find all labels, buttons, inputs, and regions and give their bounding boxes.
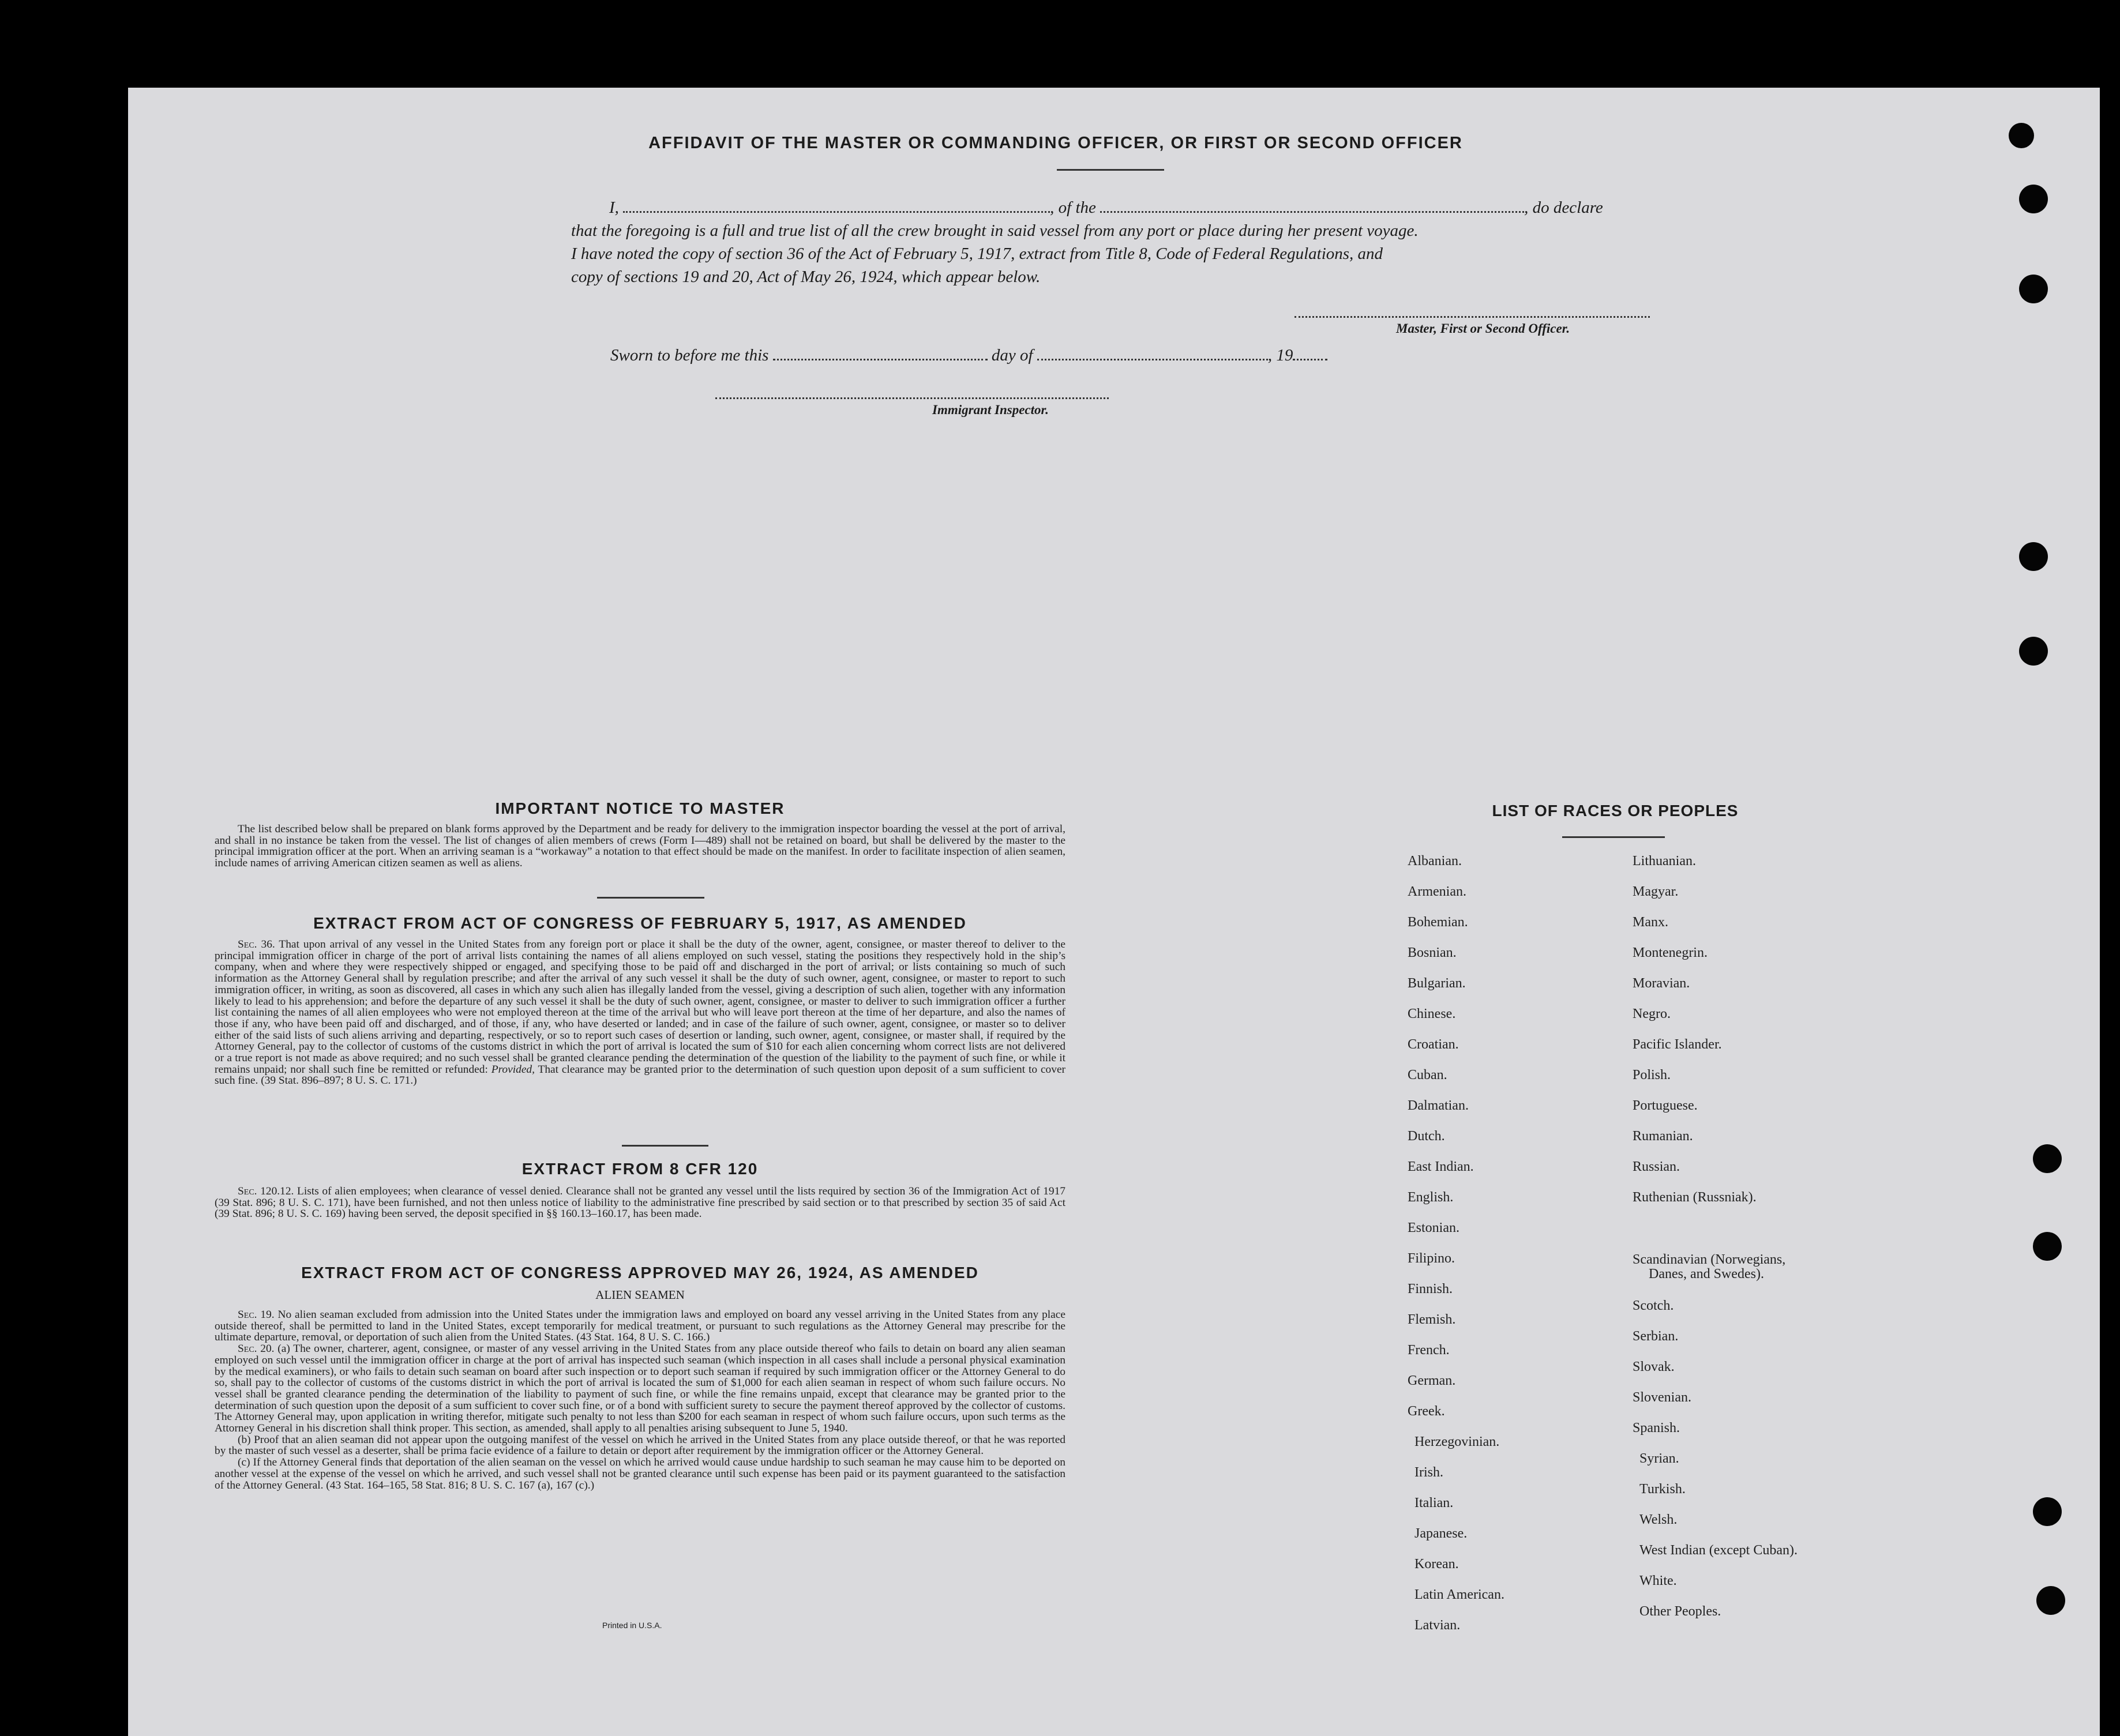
race-item: Dalmatian. [1408,1098,1469,1113]
sworn-prefix: Sworn to before me this [610,346,769,365]
race-item: Montenegrin. [1633,945,1708,960]
section-19-label: Sec. 19. [238,1309,275,1321]
signature-label: Master, First or Second Officer. [1396,321,1570,336]
race-item: German. [1408,1373,1456,1388]
punch-hole [2033,1144,2062,1173]
section-36-end: That clearance may be granted prior to the determination of such question upon deposit of a sum sufficient to cover such fine. (39 Stat. 896–897; 8 U. S. C. 171.) [215,1063,1066,1087]
race-item: Pacific Islander. [1633,1037,1722,1052]
sworn-month-blank[interactable] [1037,359,1268,360]
race-item: Croatian. [1408,1037,1459,1052]
race-item: West Indian (except Cuban). [1639,1543,1798,1558]
race-item: Dutch. [1408,1129,1445,1144]
punch-hole [2033,1497,2062,1526]
race-item: Slovak. [1633,1359,1675,1374]
race-item: East Indian. [1408,1159,1474,1174]
declaration-line-1 [571,196,1650,219]
race-item: Spanish. [1633,1421,1680,1436]
section-36-text [215,939,1065,1087]
race-item: Flemish. [1408,1312,1456,1327]
section-20-label: Sec. 20. [238,1343,275,1355]
section-36-label: Sec. 36. [238,938,275,950]
race-item: Finnish. [1408,1282,1453,1297]
race-item: Negro. [1633,1006,1671,1021]
punch-hole [2019,185,2048,213]
race-item: Portuguese. [1633,1098,1698,1113]
race-item: Danes, and Swedes). [1649,1267,1764,1282]
declaration-line-2: that the foregoing is a full and true list of all the crew brought in said vessel from any port or place during her present voyage. [571,221,1419,240]
race-item: Serbian. [1633,1329,1679,1344]
race-item: Ruthenian (Russniak). [1633,1190,1757,1205]
sworn-date-blank[interactable] [773,359,988,360]
race-item: Armenian. [1408,884,1466,899]
race-item: Turkish. [1639,1482,1686,1497]
race-item: Greek. [1408,1404,1445,1419]
race-item: Lithuanian. [1633,854,1696,869]
section-36-body: That upon arrival of any vessel in the United States from any foreign port or place it shall be the duty of the owner, agent, consignee, or master thereof to deliver to the principal immigration officer in charge of the port of arrival lists containing the names of all aliens employed on such vessel, stating the positions they respectively hold in the ship’s company, when and where they were respectively shipped or engaged, and specifying those to be paid off and discharged in the port of arrival; or lists containing so much of such information as the Attorney General shall by regulation prescribe; and after the arrival of any such vessel it shall be the duty of such owner, agent, consignee, or master to report to such immigration officer, in writing, as soon as discovered, all cases in which any such alien has illegally landed from the vessel, giving a description of such alien, together with any information likely to lead to his apprehension; and before the departure of any such vessel it shall be the duty of such owner, agent, consignee, or master to deliver to such immigration officer a further list containing the names of all alien employees who were not employed thereon at the time of the arrival but who will leave port thereon at the time of her departure, and also the names of those if any, who have been paid off and discharged, and of those, if any, who have deserted or landed; and in case of the failure of such owner, agent, consignee, or master so to deliver either of the said lists of such aliens arriving and departing, respectively, or so to report such cases of desertion or landing, such owner, agent, consignee, or master shall, if required by the Attorney General, pay to the collector of customs of the customs district in which the port of arrival is located the sum of $10 for each alien concerning whom correct lists are not delivered or a true report is not made as above required; and no such vessel shall be granted clearance pending the determination of the question of the liability to the payment of such fine, or while it remains unpaid; nor shall such fine be remitted or refunded: [215,938,1065,1076]
race-item: White. [1639,1573,1677,1588]
divider [597,897,704,899]
race-item: Filipino. [1408,1251,1455,1266]
race-item: Korean. [1414,1557,1459,1572]
punch-hole [2019,275,2048,303]
declaration-line-4: copy of sections 19 and 20, Act of May 26, 1924, which appear below. [571,268,1041,286]
cfr-section-label: Sec. 120.12. [238,1185,294,1197]
section-20b-body: (b) Proof that an alien seaman did not appear upon the outgoing manifest of the vessel on which he arrived in the United States from any place outside thereof, or that he was reported by the master of such vessel as a deserter, shall be prima facie evidence of a failure to detain or deport after requirement by the immigration officer or the Attorney General. [215,1433,1065,1457]
section-19-body: No alien seaman excluded from admission into the United States under the immigration laws and employed on board any vessel arriving in the United States from any place outside thereof, shall be permitted to land in the United States, except temporarily for medical treatment, or pursuant to such regulations as the Attorney General may prescribe for the ultimate departure, removal, or deportation of such alien from the United States. (43 Stat. 164, 8 U. S. C. 166.) [215,1309,1066,1344]
section-20-body: (a) The owner, charterer, agent, consignee, or master of any vessel arriving in the United States from any place outside thereof who fails to detain on board any alien seaman employed on such vessel until the immigration officer in charge at the port of arrival has inspected such seaman (which inspection in all cases shall include a personal physical examination by the medical examiners), or who fails to detain such seaman on board after such inspection or to deport such seaman if required by such immigration officer or the Attorney General to do so, shall pay to the collector of customs of the customs district in which the port of arrival is located the sum of $1,000 for each alien seaman in respect of whom such failure occurs. No vessel shall be granted clearance pending the determination of the liability to payment of such fine, or while the fine remains unpaid, except that clearance may be granted prior to the determination of such question upon the deposit of a sum sufficient to cover such fine, or of a bond with sufficient surety to secure the payment thereof approved by the collector of customs. The Attorney General may, upon application in writing therefor, mitigate such penalty to not less than $200 for each seaman in respect of whom such failure occurs, upon such terms as the Attorney General in his discretion shall think proper. This section, as amended, shall apply to all penalties arising subsequent to June 5, 1940. [215,1343,1066,1435]
sworn-line [610,346,1327,365]
race-item: English. [1408,1190,1454,1205]
declaration-line-3: I have noted the copy of section 36 of the Act of February 5, 1917, extract from Title 8, Code of Federal Regulations, and [571,245,1383,263]
race-item: Slovenian. [1633,1390,1691,1405]
race-item: French. [1408,1343,1450,1358]
race-item: Italian. [1414,1495,1454,1510]
cfr-section-body: Lists of alien employees; when clearance of vessel denied. Clearance shall not be granted any vessel until the lists required by section 36 of the Immigration Act of 1917 (39 Stat. 896; 8 U. S. C. 171), have been furnished, and not then unless notice of liability to the administrative fine prescribed by said section or to that prescribed by section 35 of said Act (39 Stat. 896; 8 U. S. C. 169) having been served, the deposit specified in §§ 160.13–160.17, has been made. [215,1185,1065,1220]
notice-title: IMPORTANT NOTICE TO MASTER [495,799,785,817]
punch-hole [2036,1586,2065,1615]
alien-seamen-subtitle: ALIEN SEAMEN [595,1288,685,1302]
sworn-year-label: , 19 [1267,346,1293,365]
race-item: Latin American. [1414,1587,1504,1602]
race-item: Polish. [1633,1068,1671,1083]
race-item: Rumanian. [1633,1129,1693,1144]
vessel-blank[interactable] [1100,211,1524,213]
race-item: Albanian. [1408,854,1462,869]
sworn-day-label: day of [991,346,1033,365]
race-item: Estonian. [1408,1220,1459,1235]
race-item: Moravian. [1633,976,1690,991]
race-item: Magyar. [1633,884,1679,899]
signature-line[interactable] [1294,316,1650,318]
section-20c-body: (c) If the Attorney General finds that deportation of the alien seaman on the vessel on which he arrived would cause undue hardship to such seaman he may cause him to be deported on another vessel at the expense of the vessel on which he arrived, and such vessel shall not be granted clearance until such expense has been paid or its payment guaranteed to the satisfaction of the Attorney General. (43 Stat. 164–165, 58 Stat. 816; 8 U. S. C. 167 (a), 167 (c).) [215,1456,1065,1491]
sworn-year-blank[interactable] [1293,359,1327,360]
notice-paragraph: The list described below shall be prepared on blank forms approved by the Department and be ready for delivery to the immigration inspector boarding the vessel at the port of arrival, and shall in no instance be taken from the vessel. The list of changes of alien members of crews (Form I—489) shall not be retained on board, but shall be delivered by the master to the principal immigration officer at the port. When an arriving seaman is a “workaway” a notation to that effect should be made on the manifest. In order to facilitate inspection of alien seamen, include names of arriving American citizen seamen as well as aliens. [215,823,1065,870]
race-item: Bosnian. [1408,945,1457,960]
race-item: Other Peoples. [1639,1604,1721,1619]
race-item: Syrian. [1639,1451,1679,1466]
divider [1057,169,1164,171]
printed-in-usa: Printed in U.S.A. [602,1621,662,1630]
race-item: Russian. [1633,1159,1680,1174]
name-blank[interactable] [623,211,1050,213]
race-item: Scandinavian (Norwegians, [1633,1252,1786,1267]
extract-1917-title: EXTRACT FROM ACT OF CONGRESS OF FEBRUARY 5, 1917, AS AMENDED [313,914,967,932]
provided-word: Provided, [491,1063,535,1076]
notice-text [215,824,1065,869]
punch-hole [2033,1232,2062,1261]
race-item: Irish. [1414,1465,1443,1480]
race-item: Welsh. [1639,1512,1678,1527]
declaration-i: I, [609,198,619,217]
cfr-title: EXTRACT FROM 8 CFR 120 [521,1160,759,1178]
inspector-label: Immigrant Inspector. [932,403,1049,417]
race-item: Manx. [1633,915,1668,930]
cfr-text [215,1186,1065,1220]
race-item: Bulgarian. [1408,976,1466,991]
punch-hole [2019,542,2048,571]
divider [622,1145,708,1147]
race-item: Cuban. [1408,1068,1447,1083]
affidavit-declaration [571,196,1650,288]
race-item: Japanese. [1414,1526,1468,1541]
punch-hole [2019,637,2048,666]
races-title: LIST OF RACES OR PEOPLES [1492,802,1739,820]
punch-hole [2009,123,2034,148]
race-item: Latvian. [1414,1618,1461,1633]
extract-1924-title: EXTRACT FROM ACT OF CONGRESS APPROVED MAY 26, 1924, AS AMENDED [301,1264,979,1282]
race-item: Scotch. [1633,1298,1674,1313]
divider [1562,836,1665,838]
race-item: Herzegovinian. [1414,1434,1500,1449]
extract-1924-text [215,1309,1065,1491]
declaration-declare: , do declare [1524,198,1603,217]
race-item: Chinese. [1408,1006,1456,1021]
affidavit-title: AFFIDAVIT OF THE MASTER OR COMMANDING OFFICER, OR FIRST OR SECOND OFFICER [648,134,1463,152]
inspector-signature-line[interactable] [715,397,1109,399]
declaration-of: , of the [1050,198,1096,217]
race-item: Bohemian. [1408,915,1468,930]
